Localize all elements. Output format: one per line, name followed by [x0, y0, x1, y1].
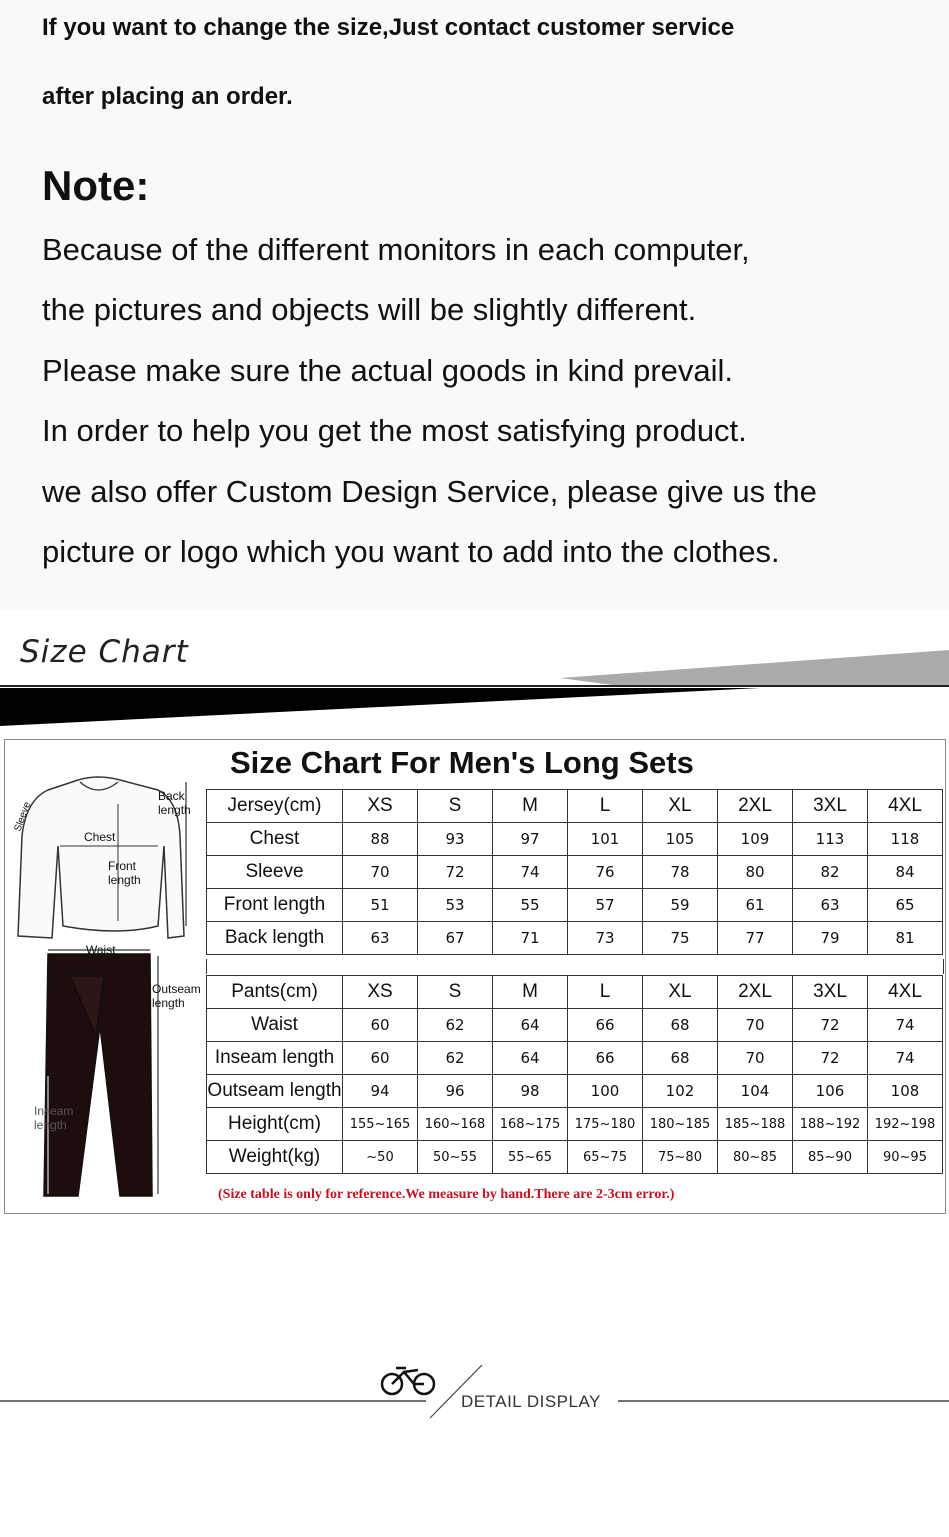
table-cell: 88: [343, 823, 418, 856]
table-cell: XL: [643, 790, 718, 823]
measurement-diagram: [8, 776, 204, 1206]
table-cell: 74: [868, 1009, 943, 1042]
diagram-label-chest: Chest: [84, 830, 116, 844]
table-cell: 188~192: [793, 1108, 868, 1141]
diagram-label-back-length: Back length: [158, 789, 191, 817]
table-cell: 2XL: [718, 976, 793, 1009]
diagram-label-front-length: Front length: [108, 859, 141, 887]
table-cell: 80: [718, 856, 793, 889]
table-row: [207, 889, 943, 922]
table-cell: 113: [793, 823, 868, 856]
table-cell: 66: [568, 1042, 643, 1075]
table-cell: S: [418, 976, 493, 1009]
table-cell: Sleeve: [207, 856, 343, 889]
table-cell: 3XL: [793, 976, 868, 1009]
table-cell: 79: [793, 922, 868, 955]
table-cell: 4XL: [868, 976, 943, 1009]
table-cell: Inseam length: [207, 1042, 343, 1075]
table-cell: Height(cm): [207, 1108, 343, 1141]
table-cell: 93: [418, 823, 493, 856]
note-line: Because of the different monitors in each computer,: [42, 232, 750, 267]
table-cell: M: [493, 790, 568, 823]
table-cell: Back length: [207, 922, 343, 955]
table-cell: 77: [718, 922, 793, 955]
table-cell: 65~75: [568, 1141, 643, 1174]
table-cell: 2XL: [718, 790, 793, 823]
table-cell: 67: [418, 922, 493, 955]
table-cell: 98: [493, 1075, 568, 1108]
detail-display-label: DETAIL DISPLAY: [461, 1392, 601, 1411]
table-cell: Chest: [207, 823, 343, 856]
table-cell: 90~95: [868, 1141, 943, 1174]
table-cell: 109: [718, 823, 793, 856]
table-cell: 180~185: [643, 1108, 718, 1141]
table-cell: 72: [793, 1042, 868, 1075]
bicycle-icon: [382, 1368, 434, 1394]
table-cell: 50~55: [418, 1141, 493, 1174]
note-line: we also offer Custom Design Service, please give us the: [42, 474, 817, 509]
note-line: picture or logo which you want to add into the clothes.: [42, 534, 780, 569]
table-cell: 80~85: [718, 1141, 793, 1174]
table-spacer: [206, 959, 944, 974]
table-cell: 102: [643, 1075, 718, 1108]
table-cell: 51: [343, 889, 418, 922]
jersey-size-table: [206, 789, 943, 955]
table-cell: 185~188: [718, 1108, 793, 1141]
table-row: [207, 1009, 943, 1042]
table-cell: 84: [868, 856, 943, 889]
table-cell: 175~180: [568, 1108, 643, 1141]
table-cell: 74: [493, 856, 568, 889]
table-cell: 55: [493, 889, 568, 922]
table-cell: 65: [868, 889, 943, 922]
table-row: [207, 856, 943, 889]
table-cell: 71: [493, 922, 568, 955]
table-cell: 97: [493, 823, 568, 856]
table-cell: 160~168: [418, 1108, 493, 1141]
table-cell: 81: [868, 922, 943, 955]
table-cell: Jersey(cm): [207, 790, 343, 823]
table-row: [207, 922, 943, 955]
table-cell: 70: [718, 1042, 793, 1075]
table-cell: 70: [718, 1009, 793, 1042]
table-cell: 118: [868, 823, 943, 856]
table-cell: 105: [643, 823, 718, 856]
table-cell: 53: [418, 889, 493, 922]
table-header-row: [207, 976, 943, 1009]
diagram-label-sleeve: Sleeve: [12, 800, 34, 834]
table-row: [207, 823, 943, 856]
table-cell: Outseam length: [207, 1075, 343, 1108]
note-line: In order to help you get the most satisfying product.: [42, 413, 747, 448]
table-cell: 72: [793, 1009, 868, 1042]
table-cell: Pants(cm): [207, 976, 343, 1009]
table-cell: 75~80: [643, 1141, 718, 1174]
note-title: Note:: [42, 162, 150, 209]
table-cell: 63: [793, 889, 868, 922]
table-cell: 108: [868, 1075, 943, 1108]
note-line: the pictures and objects will be slightly different.: [42, 292, 697, 327]
table-cell: 73: [568, 922, 643, 955]
table-row: [207, 1075, 943, 1108]
diagram-label-outseam-length: Outseam length: [152, 982, 201, 1010]
table-cell: 4XL: [868, 790, 943, 823]
table-cell: 60: [343, 1009, 418, 1042]
intro-line-2: after placing an order.: [42, 83, 293, 110]
table-cell: 3XL: [793, 790, 868, 823]
table-cell: 64: [493, 1009, 568, 1042]
table-cell: 66: [568, 1009, 643, 1042]
table-row: [207, 1108, 943, 1141]
table-cell: 168~175: [493, 1108, 568, 1141]
table-cell: L: [568, 790, 643, 823]
section-banner: [0, 648, 949, 728]
pants-size-table: [206, 975, 943, 1174]
table-cell: 192~198: [868, 1108, 943, 1141]
table-cell: Waist: [207, 1009, 343, 1042]
table-cell: XL: [643, 976, 718, 1009]
size-chart-heading: Size Chart For Men's Long Sets: [230, 745, 694, 780]
size-chart-label: Size Chart: [20, 634, 189, 670]
intro-line-1: If you want to change the size,Just contact customer service: [42, 14, 735, 41]
table-row: [207, 1141, 943, 1174]
table-cell: 57: [568, 889, 643, 922]
table-cell: Weight(kg): [207, 1141, 343, 1174]
table-cell: L: [568, 976, 643, 1009]
table-cell: XS: [343, 976, 418, 1009]
table-cell: 59: [643, 889, 718, 922]
table-cell: 82: [793, 856, 868, 889]
table-cell: 72: [418, 856, 493, 889]
table-cell: S: [418, 790, 493, 823]
table-header-row: [207, 790, 943, 823]
diagram-label-inseam-length: Inseam length: [34, 1104, 74, 1132]
table-cell: 155~165: [343, 1108, 418, 1141]
table-cell: 75: [643, 922, 718, 955]
table-cell: 68: [643, 1009, 718, 1042]
table-cell: 78: [643, 856, 718, 889]
table-cell: 74: [868, 1042, 943, 1075]
table-cell: 76: [568, 856, 643, 889]
table-cell: 55~65: [493, 1141, 568, 1174]
table-cell: 62: [418, 1042, 493, 1075]
table-cell: 60: [343, 1042, 418, 1075]
diagram-label-waist: Waist: [86, 943, 116, 957]
table-cell: 106: [793, 1075, 868, 1108]
note-line: Please make sure the actual goods in kind prevail.: [42, 353, 734, 388]
table-cell: 63: [343, 922, 418, 955]
size-chart-footnote: (Size table is only for reference.We measure by hand.There are 2-3cm error.): [218, 1187, 675, 1202]
table-cell: XS: [343, 790, 418, 823]
table-cell: Front length: [207, 889, 343, 922]
table-cell: 61: [718, 889, 793, 922]
table-cell: 94: [343, 1075, 418, 1108]
table-cell: 96: [418, 1075, 493, 1108]
table-cell: 104: [718, 1075, 793, 1108]
table-cell: 64: [493, 1042, 568, 1075]
table-row: [207, 1042, 943, 1075]
table-cell: 62: [418, 1009, 493, 1042]
table-cell: ~50: [343, 1141, 418, 1174]
table-cell: 68: [643, 1042, 718, 1075]
table-cell: 85~90: [793, 1141, 868, 1174]
table-cell: 100: [568, 1075, 643, 1108]
table-cell: 70: [343, 856, 418, 889]
table-cell: M: [493, 976, 568, 1009]
table-cell: 101: [568, 823, 643, 856]
